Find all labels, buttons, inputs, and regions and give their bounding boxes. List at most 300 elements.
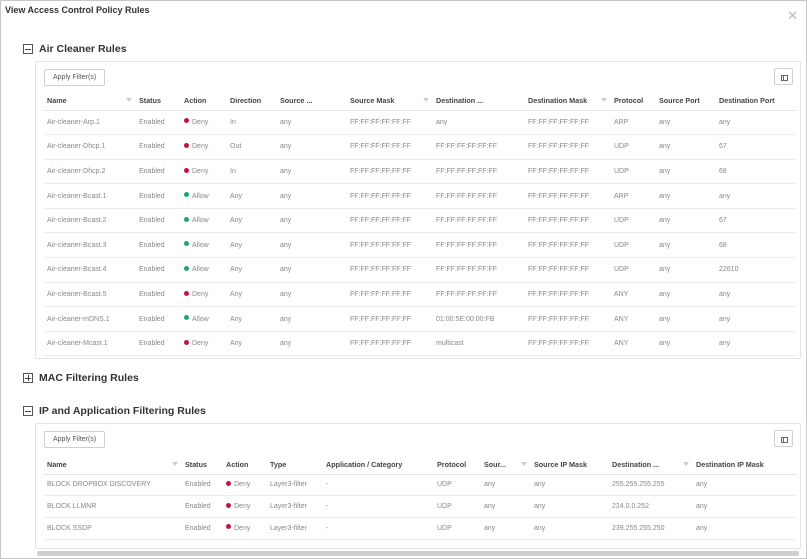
cell-protocol	[611, 282, 656, 307]
source-value: any	[280, 290, 292, 298]
ip-filtering-table	[44, 455, 796, 540]
protocol-value: ARP	[614, 192, 629, 200]
table-row[interactable]	[44, 110, 796, 135]
column-header-label: Status	[185, 459, 207, 469]
column-header[interactable]	[531, 455, 609, 474]
cell-destination	[433, 135, 525, 160]
protocol-value: ANY	[614, 315, 629, 323]
column-header-label: Source ...	[280, 95, 313, 105]
cell-dest-mask	[525, 233, 611, 258]
cell-dest-mask	[525, 159, 611, 184]
column-header[interactable]	[434, 455, 481, 474]
column-header-label: Destination Mask	[528, 95, 588, 105]
cell-dest-port	[716, 208, 796, 233]
action-value: Allow	[192, 217, 209, 225]
column-header-label: Action	[184, 95, 207, 105]
column-header[interactable]	[44, 91, 136, 110]
cell-name	[44, 517, 182, 539]
column-header-label: Action	[226, 459, 249, 469]
cell-protocol	[611, 184, 656, 209]
dest-mask-value: FF:FF:FF:FF:FF:FF	[528, 143, 590, 151]
column-header[interactable]	[136, 91, 181, 110]
apply-filters-button[interactable]: Apply Filter(s)	[44, 69, 105, 86]
status-value: Enabled	[139, 241, 165, 249]
cell-type	[267, 474, 323, 496]
dest-mask-value: FF:FF:FF:FF:FF:FF	[528, 241, 590, 249]
sort-icon[interactable]	[172, 462, 178, 466]
cell-source-mask	[531, 496, 609, 518]
cell-dest-port	[716, 110, 796, 135]
cell-source-port	[656, 233, 716, 258]
protocol-value: UDP	[614, 143, 629, 151]
cell-source	[481, 517, 531, 539]
source-port-value: any	[659, 266, 671, 274]
cell-direction	[227, 110, 277, 135]
source-mask-value: FF:FF:FF:FF:FF:FF	[350, 340, 412, 348]
destination-value: FF:FF:FF:FF:FF:FF	[436, 266, 498, 274]
cell-dest-mask	[693, 496, 796, 518]
column-header[interactable]	[182, 455, 223, 474]
column-header[interactable]	[227, 91, 277, 110]
cell-direction	[227, 331, 277, 356]
cell-status	[136, 258, 181, 283]
name-value: Air-cleaner-Dhcp.2	[47, 167, 106, 175]
section-air-cleaner-header[interactable]	[23, 43, 127, 55]
cell-destination	[433, 282, 525, 307]
cell-destination	[433, 110, 525, 135]
action-value: Allow	[192, 241, 209, 249]
column-header-label: Direction	[230, 95, 262, 105]
protocol-value: ARP	[614, 118, 629, 126]
status-dot-icon	[184, 217, 189, 222]
cell-name	[44, 496, 182, 518]
cell-source-mask	[347, 135, 433, 160]
destination-value: FF:FF:FF:FF:FF:FF	[436, 167, 498, 175]
column-header-label: Name	[47, 459, 67, 469]
cell-protocol	[434, 474, 481, 496]
cell-protocol	[611, 258, 656, 283]
apply-filters-button[interactable]: Apply Filter(s)	[44, 431, 105, 448]
source-mask-value: any	[534, 481, 546, 489]
cell-dest-mask	[525, 135, 611, 160]
status-value: Enabled	[139, 315, 165, 323]
column-header-label: Source Port	[659, 95, 700, 105]
dest-mask-value: any	[696, 524, 708, 532]
status-value: Enabled	[139, 143, 165, 151]
cell-source-mask	[531, 474, 609, 496]
dest-port-value: 67	[719, 217, 727, 225]
column-header-label: Destination ...	[612, 459, 660, 469]
column-header[interactable]	[181, 91, 227, 110]
cell-source	[277, 135, 347, 160]
cell-source	[277, 184, 347, 209]
source-mask-value: FF:FF:FF:FF:FF:FF	[350, 315, 412, 323]
action-value: Deny	[192, 118, 209, 126]
horizontal-scrollbar[interactable]	[37, 551, 799, 556]
direction-value: Any	[230, 217, 243, 225]
cell-source	[277, 307, 347, 332]
column-header-label: Destination IP Mask	[696, 459, 764, 469]
direction-value: Any	[230, 241, 243, 249]
direction-value: Any	[230, 192, 243, 200]
table-row[interactable]	[44, 331, 796, 356]
direction-value: Any	[230, 315, 243, 323]
cell-source-mask	[347, 159, 433, 184]
destination-value: any	[436, 118, 448, 126]
application-value: -	[326, 503, 329, 511]
cell-application	[323, 517, 434, 539]
source-port-value: any	[659, 290, 671, 298]
status-dot-icon	[184, 315, 189, 320]
cell-source-port	[656, 159, 716, 184]
sort-icon[interactable]	[521, 462, 527, 466]
cell-source-mask	[347, 258, 433, 283]
cell-dest-port	[716, 184, 796, 209]
section-air-cleaner-title: Air Cleaner Rules	[39, 43, 127, 55]
cell-protocol	[611, 208, 656, 233]
sort-icon[interactable]	[423, 98, 429, 102]
dest-mask-value: FF:FF:FF:FF:FF:FF	[528, 340, 590, 348]
column-header[interactable]	[609, 455, 693, 474]
column-header[interactable]	[716, 91, 796, 110]
type-value: Layer3-filter	[270, 481, 307, 489]
column-header[interactable]	[347, 91, 433, 110]
table-row[interactable]	[44, 233, 796, 258]
collapse-icon[interactable]	[23, 406, 33, 416]
dest-mask-value: FF:FF:FF:FF:FF:FF	[528, 118, 590, 126]
column-header-label: Protocol	[437, 459, 467, 469]
protocol-value: UDP	[437, 503, 452, 511]
column-header[interactable]	[656, 91, 716, 110]
source-value: any	[280, 167, 292, 175]
cell-source-mask	[347, 208, 433, 233]
cell-direction	[227, 233, 277, 258]
dest-port-value: any	[719, 340, 731, 348]
cell-protocol	[611, 135, 656, 160]
cell-protocol	[611, 233, 656, 258]
column-header-label: Sour...	[484, 459, 506, 469]
cell-dest-port	[716, 258, 796, 283]
column-header[interactable]	[267, 455, 323, 474]
cell-name	[44, 331, 136, 356]
name-value: Air-cleaner-Bcast.3	[47, 241, 107, 249]
source-port-value: any	[659, 192, 671, 200]
source-mask-value: FF:FF:FF:FF:FF:FF	[350, 217, 412, 225]
cell-type	[267, 517, 323, 539]
cell-action	[181, 331, 227, 356]
cell-dest-port	[716, 159, 796, 184]
action-value: Deny	[192, 167, 209, 175]
protocol-value: UDP	[437, 481, 452, 489]
cell-status	[136, 159, 181, 184]
name-value: Air-cleaner-Dhcp.1	[47, 143, 106, 151]
dest-port-value: 67	[719, 143, 727, 151]
cell-status	[136, 307, 181, 332]
direction-value: In	[230, 167, 236, 175]
direction-value: In	[230, 118, 236, 126]
status-dot-icon	[184, 118, 189, 123]
source-mask-value: any	[534, 503, 546, 511]
status-dot-icon	[226, 481, 231, 486]
source-mask-value: FF:FF:FF:FF:FF:FF	[350, 118, 412, 126]
source-mask-value: FF:FF:FF:FF:FF:FF	[350, 192, 412, 200]
cell-destination	[609, 496, 693, 518]
cell-source-port	[656, 184, 716, 209]
status-dot-icon	[184, 266, 189, 271]
status-value: Enabled	[139, 167, 165, 175]
cell-dest-port	[716, 135, 796, 160]
columns-icon[interactable]	[774, 430, 793, 447]
cell-source	[277, 258, 347, 283]
column-header[interactable]	[323, 455, 434, 474]
cell-source-port	[656, 307, 716, 332]
source-port-value: any	[659, 340, 671, 348]
column-header[interactable]	[525, 91, 611, 110]
cell-source	[481, 474, 531, 496]
dest-mask-value: any	[696, 503, 708, 511]
table-row[interactable]	[44, 159, 796, 184]
status-dot-icon	[184, 168, 189, 173]
column-header[interactable]	[44, 455, 182, 474]
cell-direction	[227, 307, 277, 332]
status-value: Enabled	[185, 481, 211, 489]
dest-port-value: any	[719, 290, 731, 298]
column-header[interactable]	[481, 455, 531, 474]
source-mask-value: FF:FF:FF:FF:FF:FF	[350, 290, 412, 298]
name-value: Air-cleaner-Mcast.1	[47, 340, 108, 348]
name-value: BLOCK SSDP	[47, 524, 92, 532]
application-value: -	[326, 524, 329, 532]
protocol-value: UDP	[614, 266, 629, 274]
protocol-value: ANY	[614, 340, 629, 348]
source-value: any	[484, 481, 496, 489]
cell-application	[323, 474, 434, 496]
action-value: Deny	[192, 290, 209, 298]
cell-name	[44, 474, 182, 496]
destination-value: 224.0.0.252	[612, 503, 649, 511]
cell-dest-port	[716, 331, 796, 356]
destination-value: 239.255.255.250	[612, 524, 665, 532]
source-mask-value: FF:FF:FF:FF:FF:FF	[350, 241, 412, 249]
dest-mask-value: FF:FF:FF:FF:FF:FF	[528, 290, 590, 298]
status-dot-icon	[226, 524, 231, 529]
table-row[interactable]	[44, 496, 796, 518]
cell-source-mask	[347, 331, 433, 356]
cell-source	[277, 208, 347, 233]
cell-status	[136, 135, 181, 160]
cell-direction	[227, 258, 277, 283]
direction-value: Any	[230, 340, 243, 348]
source-value: any	[484, 524, 496, 532]
table-row[interactable]	[44, 184, 796, 209]
air-cleaner-panel	[35, 61, 801, 359]
status-dot-icon	[184, 192, 189, 197]
status-value: Enabled	[139, 192, 165, 200]
source-value: any	[280, 266, 292, 274]
destination-value: FF:FF:FF:FF:FF:FF	[436, 217, 498, 225]
action-value: Deny	[192, 143, 209, 151]
cell-name	[44, 208, 136, 233]
cell-action	[181, 110, 227, 135]
table-row[interactable]	[44, 517, 796, 539]
column-header[interactable]	[433, 91, 525, 110]
cell-status	[136, 208, 181, 233]
sort-icon[interactable]	[683, 462, 689, 466]
protocol-value: UDP	[614, 241, 629, 249]
cell-source-mask	[531, 517, 609, 539]
cell-destination	[433, 233, 525, 258]
source-mask-value: FF:FF:FF:FF:FF:FF	[350, 266, 412, 274]
direction-value: Any	[230, 266, 243, 274]
dialog-title: View Access Control Policy Rules	[5, 5, 150, 15]
table-row[interactable]	[44, 474, 796, 496]
cell-source	[277, 282, 347, 307]
dest-mask-value: FF:FF:FF:FF:FF:FF	[528, 192, 590, 200]
column-header-label: Destination Port	[719, 95, 775, 105]
status-value: Enabled	[139, 118, 165, 126]
dest-mask-value: FF:FF:FF:FF:FF:FF	[528, 167, 590, 175]
columns-icon[interactable]	[774, 68, 793, 85]
source-port-value: any	[659, 315, 671, 323]
column-header-label: Destination ...	[436, 95, 484, 105]
cell-name	[44, 282, 136, 307]
dest-port-value: 68	[719, 241, 727, 249]
dest-port-value: 22610	[719, 266, 739, 274]
status-value: Enabled	[139, 340, 165, 348]
sort-icon[interactable]	[601, 98, 607, 102]
destination-value: 01:00:5E:00:00:FB	[436, 315, 495, 323]
table-row[interactable]	[44, 307, 796, 332]
cell-action	[181, 233, 227, 258]
cell-destination	[433, 331, 525, 356]
source-port-value: any	[659, 118, 671, 126]
close-icon[interactable]: ✕	[787, 8, 798, 23]
direction-value: Any	[230, 290, 243, 298]
destination-value: FF:FF:FF:FF:FF:FF	[436, 241, 498, 249]
name-value: Air-cleaner-mDNS.1	[47, 315, 110, 323]
cell-protocol	[434, 517, 481, 539]
cell-destination	[433, 208, 525, 233]
destination-value: FF:FF:FF:FF:FF:FF	[436, 143, 498, 151]
status-value: Enabled	[185, 503, 211, 511]
cell-name	[44, 135, 136, 160]
cell-source-port	[656, 208, 716, 233]
cell-destination	[609, 474, 693, 496]
direction-value: Out	[230, 143, 242, 151]
column-header[interactable]	[611, 91, 656, 110]
cell-action	[181, 159, 227, 184]
name-value: Air-cleaner-Arp.1	[47, 118, 100, 126]
table-row[interactable]	[44, 258, 796, 283]
cell-action	[223, 517, 267, 539]
cell-source-port	[656, 331, 716, 356]
cell-protocol	[611, 159, 656, 184]
source-value: any	[280, 217, 292, 225]
name-value: Air-cleaner-Bcast.4	[47, 266, 107, 274]
source-mask-value: FF:FF:FF:FF:FF:FF	[350, 167, 412, 175]
column-header-label: Application / Category	[326, 459, 403, 469]
cell-status	[136, 233, 181, 258]
cell-action	[181, 282, 227, 307]
cell-source-port	[656, 110, 716, 135]
source-port-value: any	[659, 241, 671, 249]
cell-name	[44, 184, 136, 209]
column-header-label: Source IP Mask	[534, 459, 588, 469]
status-dot-icon	[184, 241, 189, 246]
cell-destination	[609, 517, 693, 539]
column-header[interactable]	[277, 91, 347, 110]
name-value: Air-cleaner-Bcast.2	[47, 217, 107, 225]
cell-status	[182, 496, 223, 518]
cell-name	[44, 258, 136, 283]
cell-status	[136, 331, 181, 356]
dest-port-value: any	[719, 315, 731, 323]
table-row[interactable]	[44, 208, 796, 233]
column-header-label: Status	[139, 95, 161, 105]
sort-icon[interactable]	[126, 98, 132, 102]
cell-status	[136, 110, 181, 135]
source-value: any	[280, 143, 292, 151]
name-value: Air-cleaner-Bcast.5	[47, 290, 107, 298]
cell-name	[44, 110, 136, 135]
column-header[interactable]	[693, 455, 796, 474]
cell-type	[267, 496, 323, 518]
collapse-icon[interactable]	[23, 44, 33, 54]
dest-mask-value: any	[696, 481, 708, 489]
section-ip-filtering-header[interactable]	[23, 405, 206, 417]
air-cleaner-table	[44, 91, 796, 356]
cell-action	[223, 474, 267, 496]
destination-value: multicast	[436, 340, 464, 348]
cell-destination	[433, 258, 525, 283]
source-mask-value: FF:FF:FF:FF:FF:FF	[350, 143, 412, 151]
section-mac-filtering-header[interactable]	[23, 372, 139, 384]
status-value: Enabled	[185, 524, 211, 532]
cell-dest-mask	[693, 517, 796, 539]
source-value: any	[280, 118, 292, 126]
dest-mask-value: FF:FF:FF:FF:FF:FF	[528, 217, 590, 225]
status-dot-icon	[184, 340, 189, 345]
cell-source-mask	[347, 307, 433, 332]
cell-protocol	[611, 110, 656, 135]
source-value: any	[280, 192, 292, 200]
cell-dest-mask	[525, 258, 611, 283]
cell-dest-mask	[525, 184, 611, 209]
cell-dest-port	[716, 233, 796, 258]
source-value: any	[280, 315, 292, 323]
action-value: Allow	[192, 315, 209, 323]
cell-action	[181, 258, 227, 283]
cell-dest-mask	[525, 331, 611, 356]
table-row[interactable]	[44, 135, 796, 160]
column-header-label: Protocol	[614, 95, 644, 105]
cell-dest-port	[716, 282, 796, 307]
cell-dest-mask	[525, 307, 611, 332]
type-value: Layer3-filter	[270, 524, 307, 532]
cell-source	[277, 331, 347, 356]
source-port-value: any	[659, 143, 671, 151]
cell-source-mask	[347, 282, 433, 307]
expand-icon[interactable]	[23, 373, 33, 383]
table-row[interactable]	[44, 282, 796, 307]
column-header[interactable]	[223, 455, 267, 474]
status-value: Enabled	[139, 217, 165, 225]
dest-mask-value: FF:FF:FF:FF:FF:FF	[528, 266, 590, 274]
destination-value: 255.255.255.255	[612, 481, 665, 489]
cell-destination	[433, 159, 525, 184]
cell-source-mask	[347, 184, 433, 209]
cell-dest-mask	[525, 110, 611, 135]
